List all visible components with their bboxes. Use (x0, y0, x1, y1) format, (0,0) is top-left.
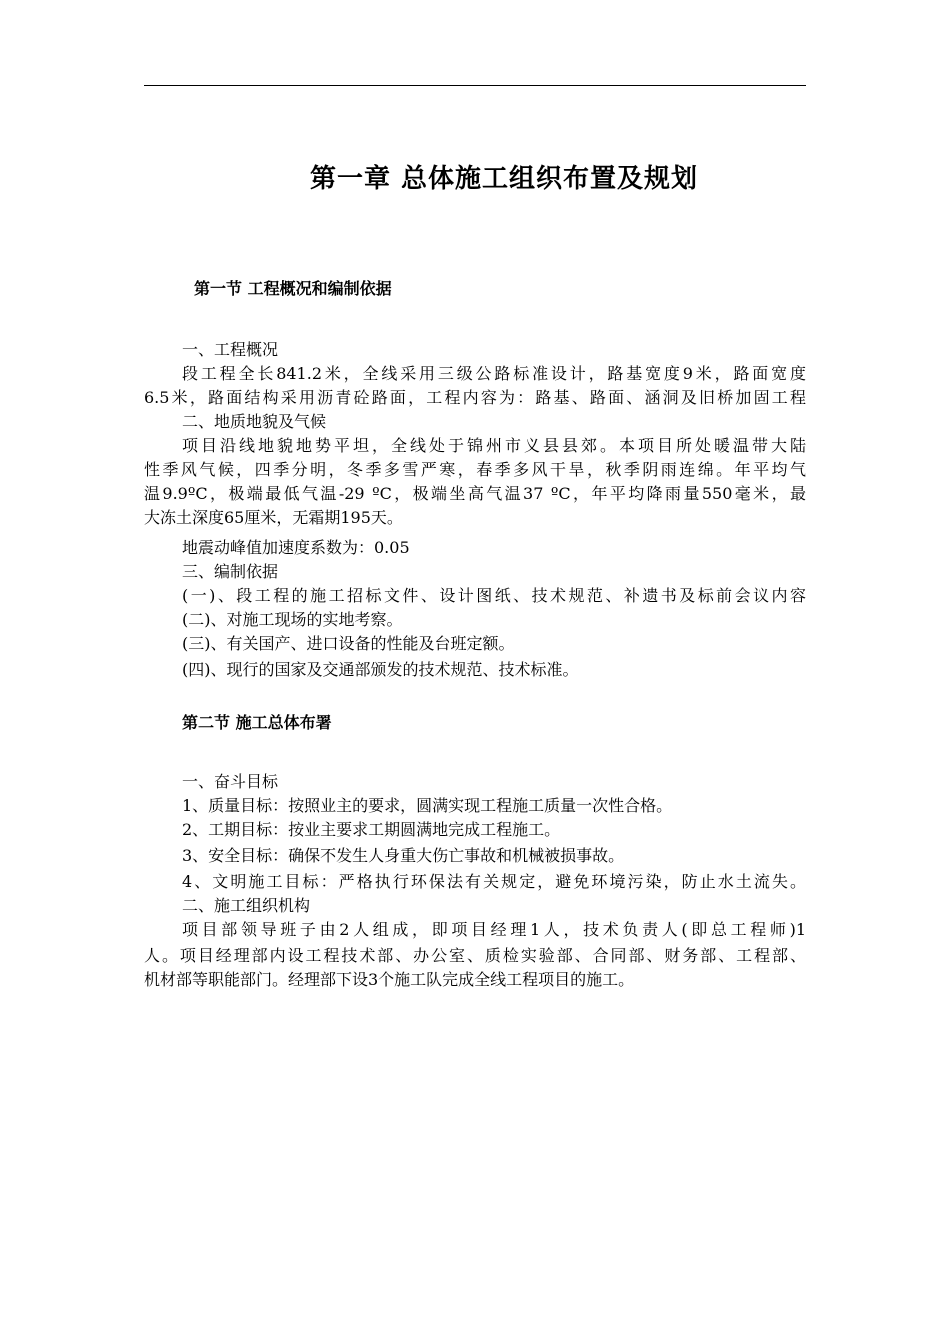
org-line-1: 项目部领导班子由2人组成，即项目经理1人，技术负责人(即总工程师)1 (182, 920, 806, 939)
overview-line-1: 段工程全长841.2米，全线采用三级公路标准设计，路基宽度9米，路面宽度 (182, 364, 806, 383)
org-line-3: 机材部等职能部门。经理部下设3个施工队完成全线工程项目的施工。 (144, 970, 635, 989)
overview-line-2: 6.5米，路面结构采用沥青砼路面，工程内容为：路基、路面、涵洞及旧桥加固工程 (144, 388, 806, 407)
goal-safety: 3、安全目标：确保不发生人身重大伤亡事故和机械被损事故。 (182, 846, 625, 865)
goal-quality: 1、质量目标：按照业主的要求，圆满实现工程施工质量一次性合格。 (182, 796, 673, 815)
section1-sub3-title: 三、编制依据 (182, 562, 279, 581)
geo-line-3: 温9.9ºC，极端最低气温-29 ºC，极端坐高气温37 ºC，年平均降雨量550毫米，最 (144, 484, 806, 503)
section1-sub1-title: 一、工程概况 (182, 340, 279, 359)
section1-sub2-title: 二、地质地貌及气候 (182, 412, 327, 431)
org-line-2: 人。项目经理部内设工程技术部、办公室、质检实验部、合同部、财务部、工程部、 (144, 946, 806, 965)
section2-sub1-title: 一、奋斗目标 (182, 772, 279, 791)
chapter-title: 第一章 总体施工组织布置及规划 (309, 164, 699, 194)
geo-line-4: 大冻土深度65厘米，无霜期195天。 (144, 508, 403, 527)
basis-item-1: (一)、段工程的施工招标文件、设计图纸、技术规范、补遗书及标前会议内容 (182, 586, 806, 605)
section1-heading: 第一节 工程概况和编制依据 (194, 279, 392, 298)
basis-item-4: (四)、现行的国家及交通部颁发的技术规范、技术标准。 (182, 660, 579, 679)
header-rule (144, 85, 806, 86)
section2-heading: 第二节 施工总体布署 (182, 713, 332, 732)
goal-civilized: 4、文明施工目标：严格执行环保法有关规定，避免环境污染，防止水土流失。 (182, 872, 806, 891)
basis-item-2: (二)、对施工现场的实地考察。 (182, 610, 403, 629)
section2-sub2-title: 二、施工组织机构 (182, 896, 311, 915)
goal-schedule: 2、工期目标：按业主要求工期圆满地完成工程施工。 (182, 820, 561, 839)
geo-line-1: 项目沿线地貌地势平坦，全线处于锦州市义县县郊。本项目所处暖温带大陆 (182, 436, 806, 455)
geo-line-2: 性季风气候，四季分明，冬季多雪严寒，春季多风干旱，秋季阴雨连绵。年平均气 (144, 460, 806, 479)
basis-item-3: (三)、有关国产、进口设备的性能及台班定额。 (182, 634, 515, 653)
seismic-coefficient: 地震动峰值加速度系数为：0.05 (182, 538, 410, 557)
